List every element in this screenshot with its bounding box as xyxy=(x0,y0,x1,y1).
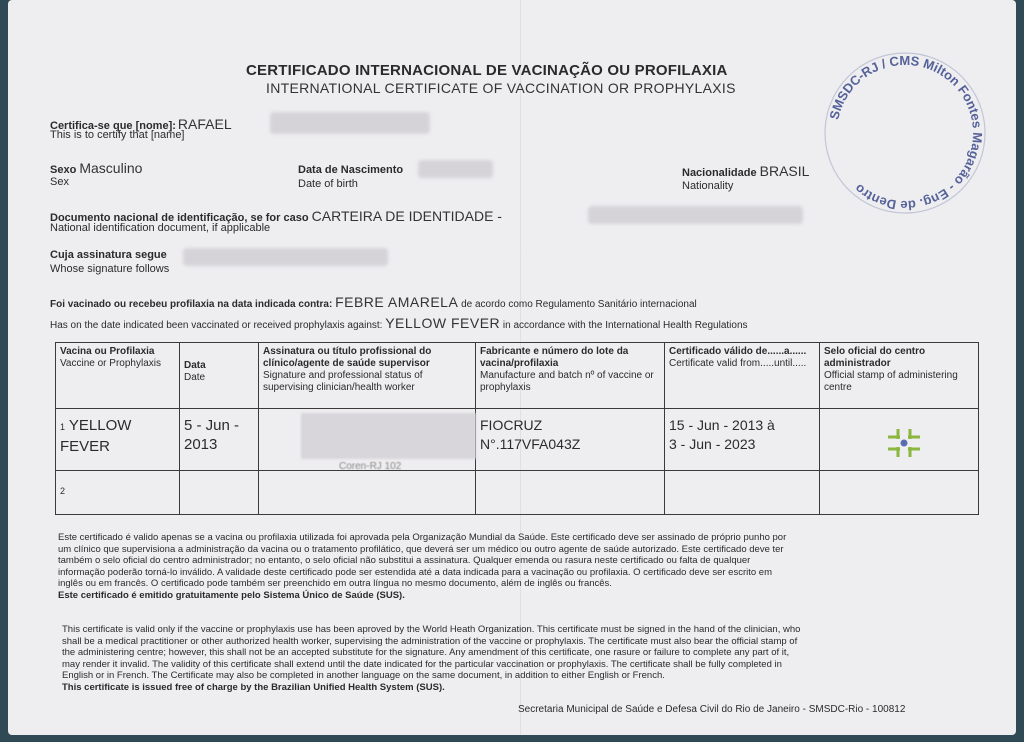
redacted-birthdate xyxy=(418,160,493,178)
vaccinated-line-pt: Foi vacinado ou recebeu profilaxia na data indicada contra: FEBRE AMARELA de acordo como Regulamento Sanitário internacional xyxy=(50,294,697,310)
row2-number: 2 xyxy=(60,486,66,496)
row2-vaccine xyxy=(56,471,180,515)
title-pt: CERTIFICADO INTERNACIONAL DE VACINAÇÃO OU PROFILAXIA xyxy=(246,62,728,79)
valid-until: 3 - Jun - 2023 xyxy=(669,436,756,452)
nationality-value: BRASIL xyxy=(759,163,810,179)
sex-value: Masculino xyxy=(79,160,143,176)
row2-validity xyxy=(665,471,820,515)
row2-stamp xyxy=(820,471,979,515)
svg-text:SMSDC-RJ / CMS Milton Fontes M xyxy=(826,53,985,213)
footer-en-bold: This certificate is issued free of charge by the Brazilian Unified Health System (SUS). xyxy=(62,681,445,693)
issuer-line: Secretaria Municipal de Saúde e Defesa Civil do Rio de Janeiro - SMSDC-Rio - 100812 xyxy=(518,704,906,715)
birth-label-en: Date of birth xyxy=(298,178,358,190)
sex-label-pt: Sexo Masculino xyxy=(50,160,143,176)
stamp-text: SMSDC-RJ / CMS Milton Fontes Magarão - Eng. de Dentro xyxy=(826,52,986,214)
vaccinated-value-pt: FEBRE AMARELA xyxy=(335,294,459,310)
birth-label-pt: Data de Nascimento xyxy=(298,164,404,176)
footer-en: This certificate is valid only if the vaccine or prophylaxis use has been aproved by the World Heath Organization. This certificate must be signed in the hand of the clinician, who shall be a medical practitioner or other authorized health worker, supervising the administration of the vaccine or prophylaxis. The certificate must also bear the official stamp of the administering centre; however, this shall not be an accepted substitute for the signature. Any amendment of this certificate, one rasure or failure to complete any part of it, may render it invalid. The validity of this certificate shall extend until the date indicated for the particular vaccination or prophylaxis. The certificate shall be fully completed in English or in French. The Certificate may also be completed in another language on the same document, in addition to either English or French. This certificate is issued free of charge by the Brazilian Unified Health System (SUS). xyxy=(62,624,801,693)
row1-validity xyxy=(665,409,820,471)
header-manufacturer: Fabricante e número do lote da vacina/profilaxia Manufacture and batch nº of vaccine or prophylaxis xyxy=(476,343,665,409)
header-vaccine: Vacina ou Profilaxia Vaccine or Prophylaxis xyxy=(56,343,180,409)
footer-pt-bold: Este certificado é emitido gratuitamente pelo Sistema Único de Saúde (SUS). xyxy=(58,589,405,601)
row2-signature xyxy=(259,471,476,515)
table-header-row xyxy=(56,343,979,409)
row1-number: 1 xyxy=(60,422,66,432)
row2-manufacturer xyxy=(476,471,665,515)
document-label-en: National identification document, if applicable xyxy=(50,222,271,234)
footer-pt: Este certificado é valido apenas se a vacina ou profilaxia utilizada foi aprovada pela Organização Mundial da Saúde. Este certificado deve ser assinado de próprio punho por um clínico que supervisiona a administração da vacina ou o tratamento profilático, que deverá ser um médico ou outro agente de saúde autorizado. Este certificado deve ter também o selo oficial do centro administrador; no entanto, o selo oficial não substitui a assinatura. Qualquer emenda ou rasura neste certificado ou falta de qualquer informação poderão torná-lo inválido. A validade deste certificado pode ser estendida até a data indicada para a vacinação ou profilaxia. O certificado deve ser escrito em inglês ou em francês. O certificado pode também ser preenchido em outra língua no mesmo documento, além de inglês ou francês. Este certificado é emitido gratuitamente pelo Sistema Único de Saúde (SUS). xyxy=(58,532,787,601)
name-label-pt: Certifica-se que [nome]: RAFAEL xyxy=(50,116,232,132)
row1-date: 5 - Jun - 2013 xyxy=(180,409,259,471)
header-stamp: Selo oficial do centro administrador Official stamp of administering centre xyxy=(820,343,979,409)
header-signature: Assinatura ou título profissional do clínico/agente de saúde supervisor Signature and professional status of supervising clinician/health worker xyxy=(259,343,476,409)
nationality-label-pt: Nacionalidade BRASIL xyxy=(682,163,810,179)
vaccination-table xyxy=(55,342,979,515)
signature-label-en: Whose signature follows xyxy=(50,263,170,275)
row1-signature xyxy=(259,409,476,471)
name-label-en: This is to certify that [name] xyxy=(50,129,185,141)
batch-number: N°.117VFA043Z xyxy=(480,436,581,452)
document-value: CARTEIRA DE IDENTIDADE - xyxy=(311,208,502,224)
nationality-label-en: Nationality xyxy=(682,180,734,192)
row1-manufacturer xyxy=(476,409,665,471)
vaccinated-line-en: Has on the date indicated been vaccinated or received prophylaxis against: YELLOW FEVER in accordance with the International Health Regulations xyxy=(50,315,748,331)
official-round-stamp xyxy=(820,45,990,220)
redacted-surname xyxy=(270,112,430,134)
header-date: Data Date xyxy=(180,343,259,409)
row1-vaccine xyxy=(56,409,180,471)
signature-label-pt: Cuja assinatura segue xyxy=(50,249,167,261)
coren-stamp: Coren-RJ 102 xyxy=(339,461,402,472)
manufacturer-name: FIOCRUZ xyxy=(480,417,543,433)
valid-from: 15 - Jun - 2013 à xyxy=(669,417,775,433)
sus-stamp-icon xyxy=(884,425,924,461)
table-row xyxy=(56,409,979,471)
sex-label-en: Sex xyxy=(50,176,69,188)
header-validity: Certificado válido de......a...... Certificate valid from.....until..... xyxy=(665,343,820,409)
redacted-document-number xyxy=(588,206,803,224)
table-row xyxy=(56,471,979,515)
row2-date xyxy=(180,471,259,515)
title-en: INTERNATIONAL CERTIFICATE OF VACCINATION OR PROPHYLAXIS xyxy=(266,80,736,96)
name-value: RAFAEL xyxy=(177,116,232,132)
redacted-clinician xyxy=(301,413,476,459)
vaccinated-value-en: YELLOW FEVER xyxy=(385,315,501,331)
row1-vaccine-name: YELLOW FEVER xyxy=(60,417,132,455)
document-label-pt: Documento nacional de identificação, se for caso CARTEIRA DE IDENTIDADE - xyxy=(50,208,502,224)
redacted-signature xyxy=(183,248,388,266)
